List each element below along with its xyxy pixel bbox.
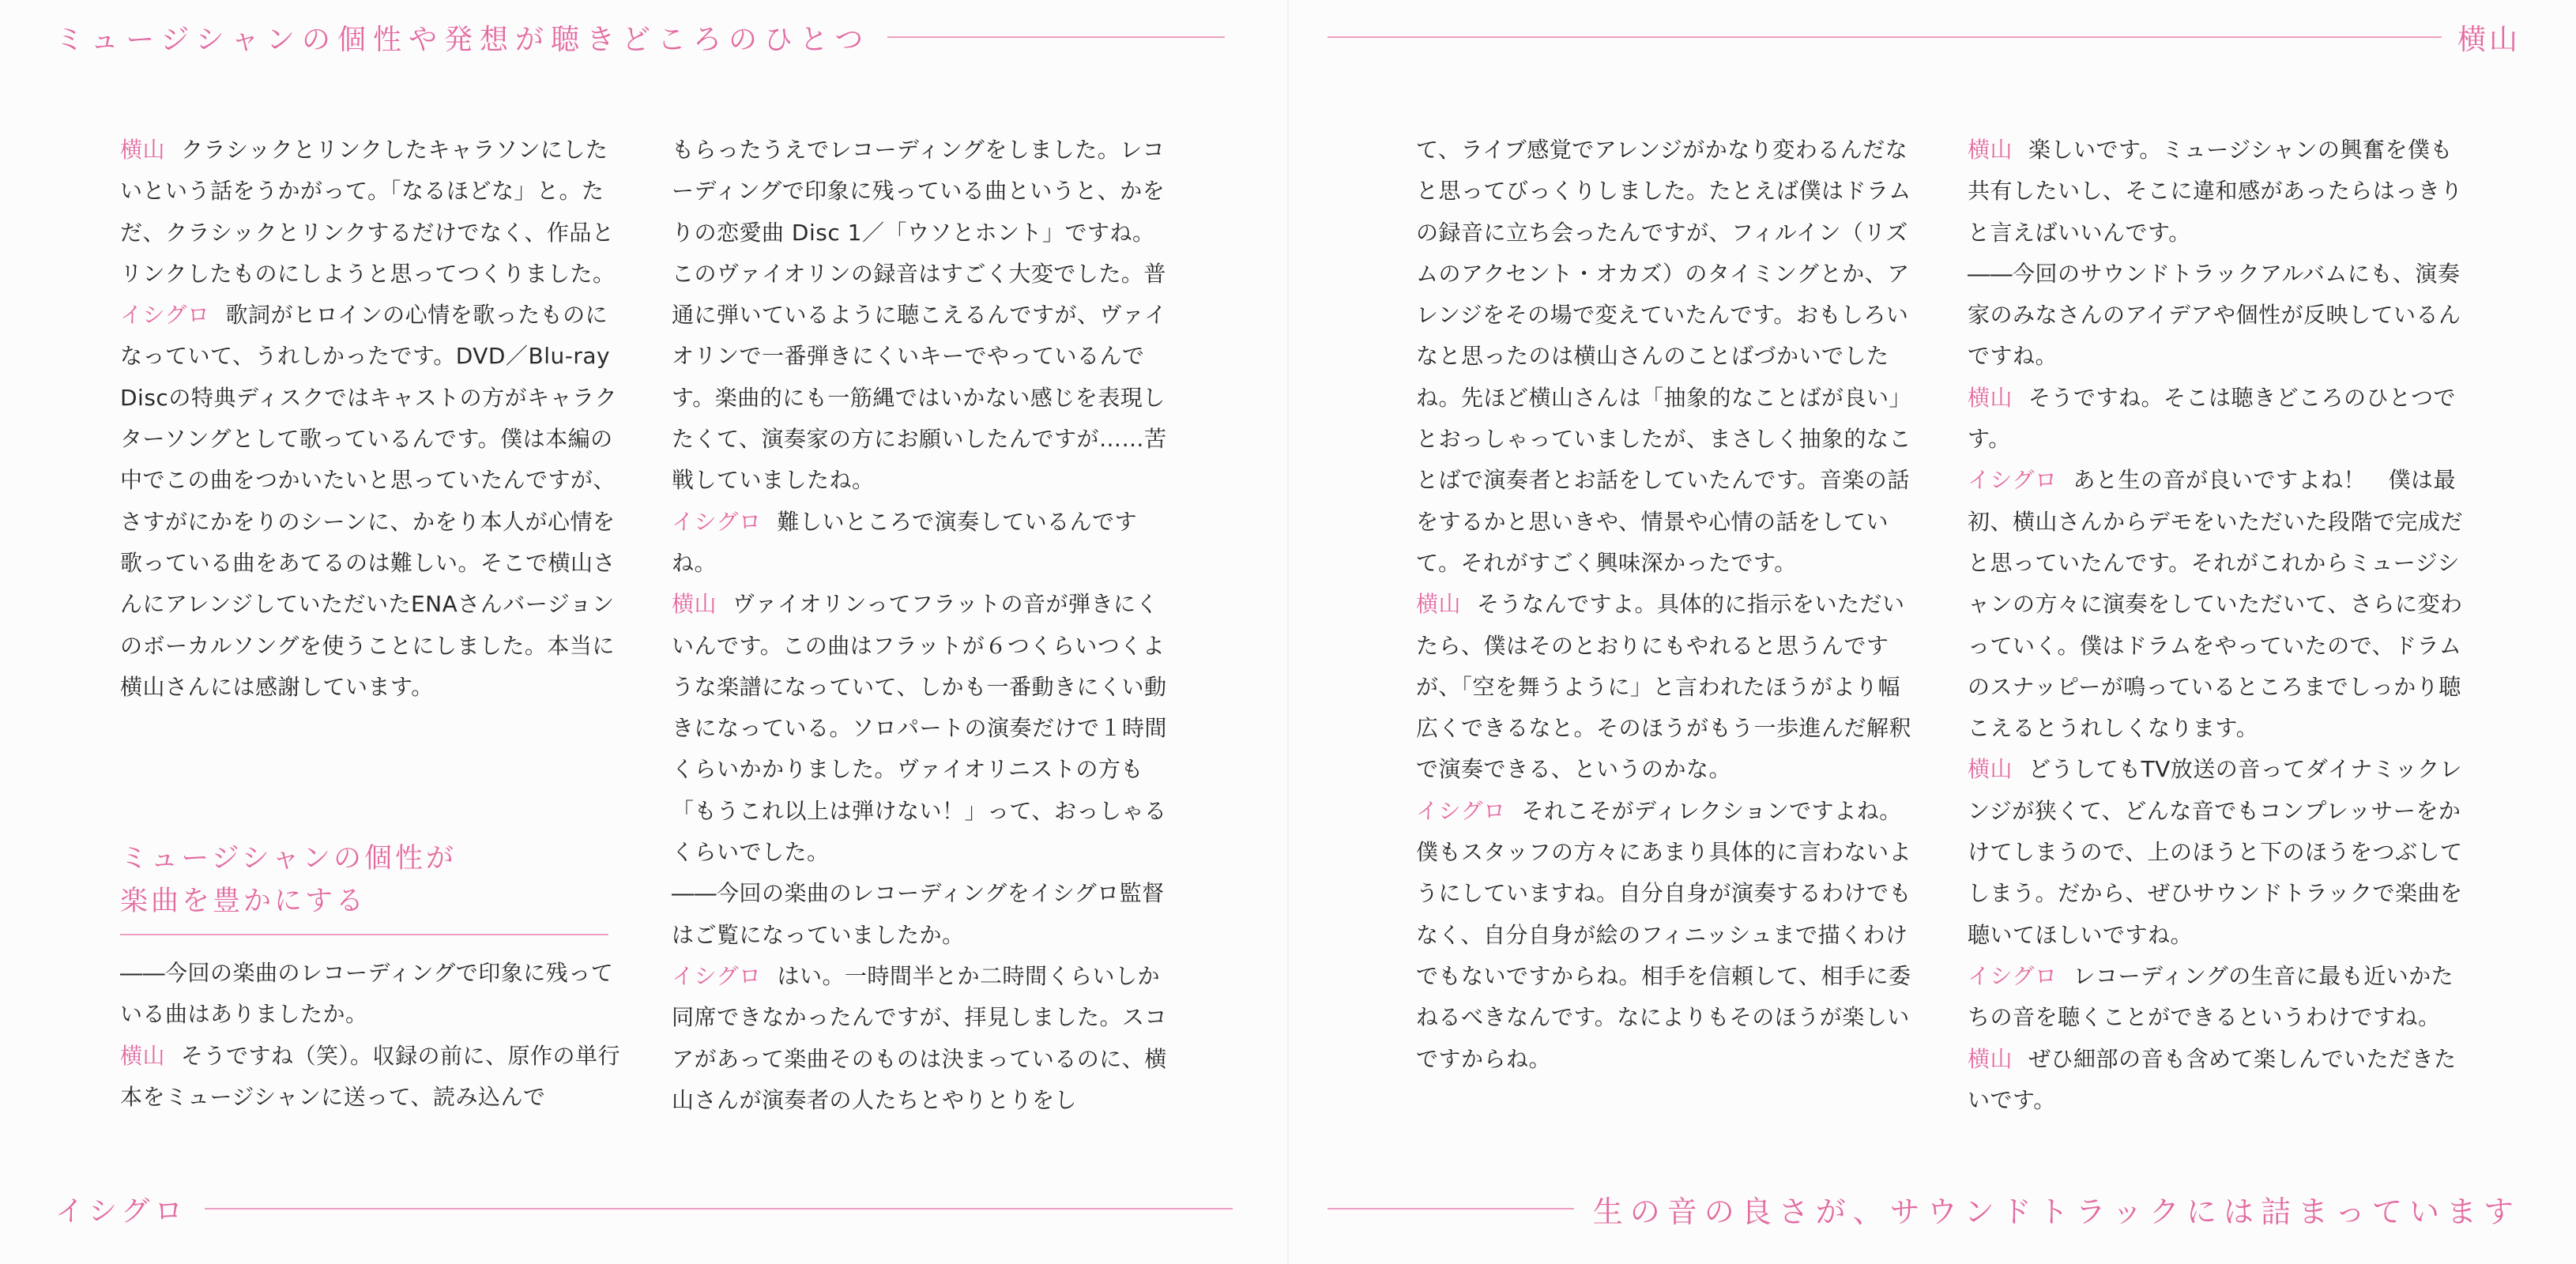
- paragraph: [120, 130, 622, 295]
- paragraph: [1968, 1039, 2469, 1122]
- paragraph-text: そうですね。そこは聴きどころのひとつです。: [1968, 384, 2456, 453]
- paragraph: [672, 584, 1173, 873]
- column-3: [1416, 130, 1918, 1080]
- page-fold: [1287, 0, 1289, 1264]
- column-2: [672, 130, 1173, 1121]
- column-1: [120, 130, 622, 708]
- speaker-name: 横山: [1968, 384, 2013, 411]
- paragraph: [672, 956, 1173, 1121]
- paragraph-text: 楽しいです。ミュージシャンの興奮を僕も共有したいし、そこに違和感があったらはっきりと言えばいいんです。: [1968, 137, 2463, 246]
- header-right-rule: [1328, 36, 2442, 38]
- paragraph: [672, 130, 1173, 502]
- speaker-name: イシグロ: [1968, 962, 2058, 989]
- paragraph: [1416, 584, 1918, 790]
- paragraph: [120, 295, 622, 708]
- section-title-line2: 楽曲を豊かにする: [120, 886, 367, 917]
- header-right: [1328, 14, 2521, 60]
- speaker-name: 横山: [672, 591, 717, 618]
- paragraph-text: 難しいところで演奏しているんですね。: [672, 508, 1138, 576]
- footer-left-rule: [205, 1208, 1233, 1209]
- speaker-name: イシグロ: [1416, 797, 1506, 824]
- footer-right: [1328, 1185, 2521, 1232]
- paragraph-text: ヴァイオリンってフラットの音が弾きにくいんです。この曲はフラットが６つくらいつくような楽譜になっていて、しかも一番動きにくい動きになっている。ソロパートの演奏だけで１時間くらいかかりました。ヴァイオリニストの方も「もうこれ以上は弾けない！」って、おっしゃるくらいでした。: [672, 591, 1168, 866]
- footer-right-title: 生の音の良さが、サウンドトラックには詰まっています: [1592, 1194, 2521, 1229]
- header-left-title: ミュージシャンの個性や発想が聴きどころのひとつ: [55, 23, 871, 56]
- paragraph-text: クラシックとリンクしたキャラソンにしたいという話をうかがって。「なるほどな」と。ただ、クラシックとリンクするだけでなく、作品とリンクしたものにしようと思ってつくりました。: [120, 137, 616, 287]
- speaker-name: イシグロ: [1968, 467, 2058, 494]
- section-title: [120, 837, 608, 935]
- paragraph: [1968, 749, 2469, 955]
- speaker-name: 横山: [1968, 1045, 2013, 1072]
- speaker-name: イシグロ: [672, 962, 762, 989]
- header-right-name: 横山: [2457, 23, 2521, 56]
- paragraph-text: あと生の音が良いですよね！ 僕は最初、横山さんからデモをいただいた段階で完成だと思っていたんです。それがこれからミュージシャンの方々に演奏をしていただいて、さらに変わっていく。僕はドラムをやっていたので、ドラムのスナッピーが鳴っているところまでしっかり聴こえるとうれしくなります。: [1968, 467, 2464, 742]
- paragraph-text: ――今回のサウンドトラックアルバムにも、演奏家のみなさんのアイデアや個性が反映しているんですね。: [1968, 260, 2461, 370]
- paragraph-text: どうしてもTV放送の音ってダイナミックレンジが狭くて、どんな音でもコンプレッサーをかけてしまうので、上のほうと下のほうをつぶしてしまう。だから、ぜひサウンドトラックで楽曲を聴いてほしいですね。: [1968, 756, 2463, 948]
- paragraph: [672, 873, 1173, 956]
- speaker-name: イシグロ: [120, 302, 210, 329]
- paragraph-text: もらったうえでレコーディングをしました。レコーディングで印象に残っている曲というと、かをりの恋愛曲 Disc 1／「ウソとホント」ですね。このヴァイオリンの録音はすごく大変でした。普通に弾いているように聴こえるんですが、ヴァイオリンで一番弾きにくいキーでやっているんです。楽曲的にも一筋縄ではいかない感じを表現したくて、演奏家の方にお願いしたんですが……苦戦していましたね。: [672, 137, 1167, 494]
- footer-left-name: イシグロ: [55, 1194, 188, 1228]
- paragraph: [120, 1036, 622, 1119]
- paragraph-text: ぜひ細部の音も含めて楽しんでいただきたいです。: [1968, 1045, 2457, 1113]
- paragraph-text: 歌詞がヒロインの心情を歌ったものになっていて、うれしかったです。DVD／Blu-ray Discの特典ディスクではキャストの方がキャラクターソングとして歌っているんです。僕は本編の中でこの曲をつかいたいと思っていたんですが、さすがにかをりのシーンに、かをり本人が心情を歌っている曲をあてるのは難しい。そこで横山さんにアレンジしていただいたENAさんバージョンのボーカルソングを使うことにしました。本当に横山さんには感謝しています。: [120, 302, 618, 700]
- paragraph-text: ――今回の楽曲のレコーディングをイシグロ監督はご覧になっていましたか。: [672, 880, 1165, 948]
- header-left-rule: [887, 36, 1225, 38]
- speaker-name: 横山: [1968, 756, 2013, 783]
- paragraph-text: て、ライブ感覚でアレンジがかなり変わるんだなと思ってびっくりしました。たとえば僕はドラムの録音に立ち会ったんですが、フィルイン（リズムのアクセント・オカズ）のタイミングとか、アレンジをその場で変えていたんです。おもしろいなと思ったのは横山さんのことばづかいでしたね。先ほど横山さんは「抽象的なことばが良い」とおっしゃっていましたが、まさしく抽象的なことばで演奏者とお話をしていたんです。音楽の話をするかと思いきや、情景や心情の話をしていて。それがすごく興味深かったです。: [1416, 137, 1912, 576]
- footer-left: [55, 1185, 1233, 1232]
- paragraph: [1968, 254, 2469, 378]
- paragraph-text: はい。一時間半とか二時間くらいしか同席できなかったんですが、拝見しました。スコアがあって楽曲そのものは決まっているのに、横山さんが演奏者の人たちとやりとりをし: [672, 962, 1168, 1113]
- column-4: [1968, 130, 2469, 1121]
- paragraph: [1968, 460, 2469, 749]
- paragraph: [1416, 130, 1918, 584]
- speaker-name: 横山: [120, 137, 166, 163]
- paragraph: [1416, 791, 1918, 1080]
- speaker-name: 横山: [1968, 137, 2013, 163]
- paragraph-text: レコーディングの生音に最も近いかたちの音を聴くことができるというわけですね。: [1968, 962, 2454, 1031]
- paragraph: [1968, 378, 2469, 461]
- speaker-name: イシグロ: [672, 508, 762, 535]
- paragraph-text: そうなんですよ。具体的に指示をいただいたら、僕はそのとおりにもやれると思うんですが、「空を舞うように」と言われたほうがより幅広くできるなと。そのほうがもう一歩進んだ解釈で演奏できる、というのかな。: [1416, 591, 1912, 783]
- footer-right-rule: [1328, 1208, 1574, 1209]
- column-1b: [120, 953, 622, 1118]
- header-left: [55, 14, 1225, 60]
- paragraph: [672, 502, 1173, 585]
- paragraph: [1968, 130, 2469, 254]
- speaker-name: 横山: [1416, 591, 1462, 618]
- paragraph-text: そうですね（笑）。収録の前に、原作の単行本をミュージシャンに送って、読み込んで: [120, 1042, 621, 1110]
- paragraph-text: それこそがディレクションですよね。僕もスタッフの方々にあまり具体的に言わないようにしていますね。自分自身が演奏するわけでもなく、自分自身が絵のフィニッシュまで描くわけでもないですからね。相手を信頼して、相手に委ねるべきなんです。なによりもそのほうが楽しいですからね。: [1416, 797, 1912, 1072]
- speaker-name: 横山: [120, 1042, 166, 1069]
- section-title-line1: ミュージシャンの個性が: [120, 843, 458, 875]
- paragraph: [1968, 956, 2469, 1039]
- paragraph: [120, 953, 622, 1036]
- paragraph-text: ――今回の楽曲のレコーディングで印象に残っている曲はありましたか。: [120, 960, 614, 1028]
